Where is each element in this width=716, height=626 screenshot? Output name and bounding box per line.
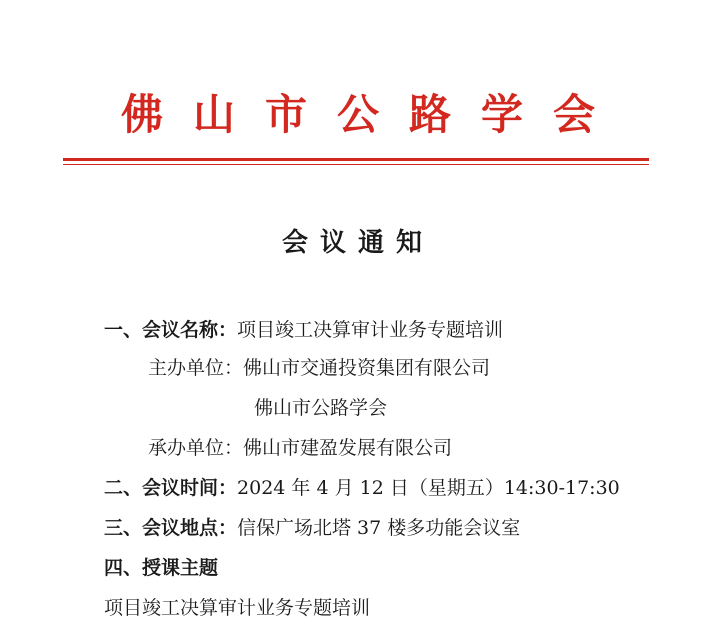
organizer-row xyxy=(148,436,452,460)
host-row xyxy=(148,356,490,380)
host-row-2 xyxy=(254,396,387,420)
topic-heading-row xyxy=(104,556,218,580)
topic-value-row xyxy=(104,596,370,620)
location-label: 三、会议地点： xyxy=(104,517,238,539)
host-label: 主办单位： xyxy=(148,357,244,379)
meeting-name-label: 一、会议名称： xyxy=(104,319,238,341)
host-value-2: 佛山市公路学会 xyxy=(254,397,388,419)
letterhead xyxy=(0,82,716,142)
meeting-name-value: 项目竣工决算审计业务专题培训 xyxy=(237,319,504,341)
organizer-value: 佛山市建盈发展有限公司 xyxy=(243,437,453,459)
topic-value: 项目竣工决算审计业务专题培训 xyxy=(104,597,371,619)
time-label: 二、会议时间： xyxy=(104,477,238,499)
time-value: 2024 年 4 月 12 日（星期五）14:30-17:30 xyxy=(237,477,620,499)
time-row xyxy=(104,476,620,500)
letterhead-divider-thin xyxy=(63,164,649,165)
meeting-name-row xyxy=(104,318,503,342)
location-row xyxy=(104,516,520,540)
document-title: 会议通知 xyxy=(281,228,434,258)
organization-name: 佛山市公路学会 xyxy=(120,90,625,139)
topic-label: 四、授课主题 xyxy=(104,557,219,579)
host-value-1: 佛山市交通投资集团有限公司 xyxy=(243,357,491,379)
letterhead-divider-thick xyxy=(63,158,649,161)
location-value: 信保广场北塔 37 楼多功能会议室 xyxy=(237,517,521,539)
organizer-label: 承办单位： xyxy=(148,437,244,459)
